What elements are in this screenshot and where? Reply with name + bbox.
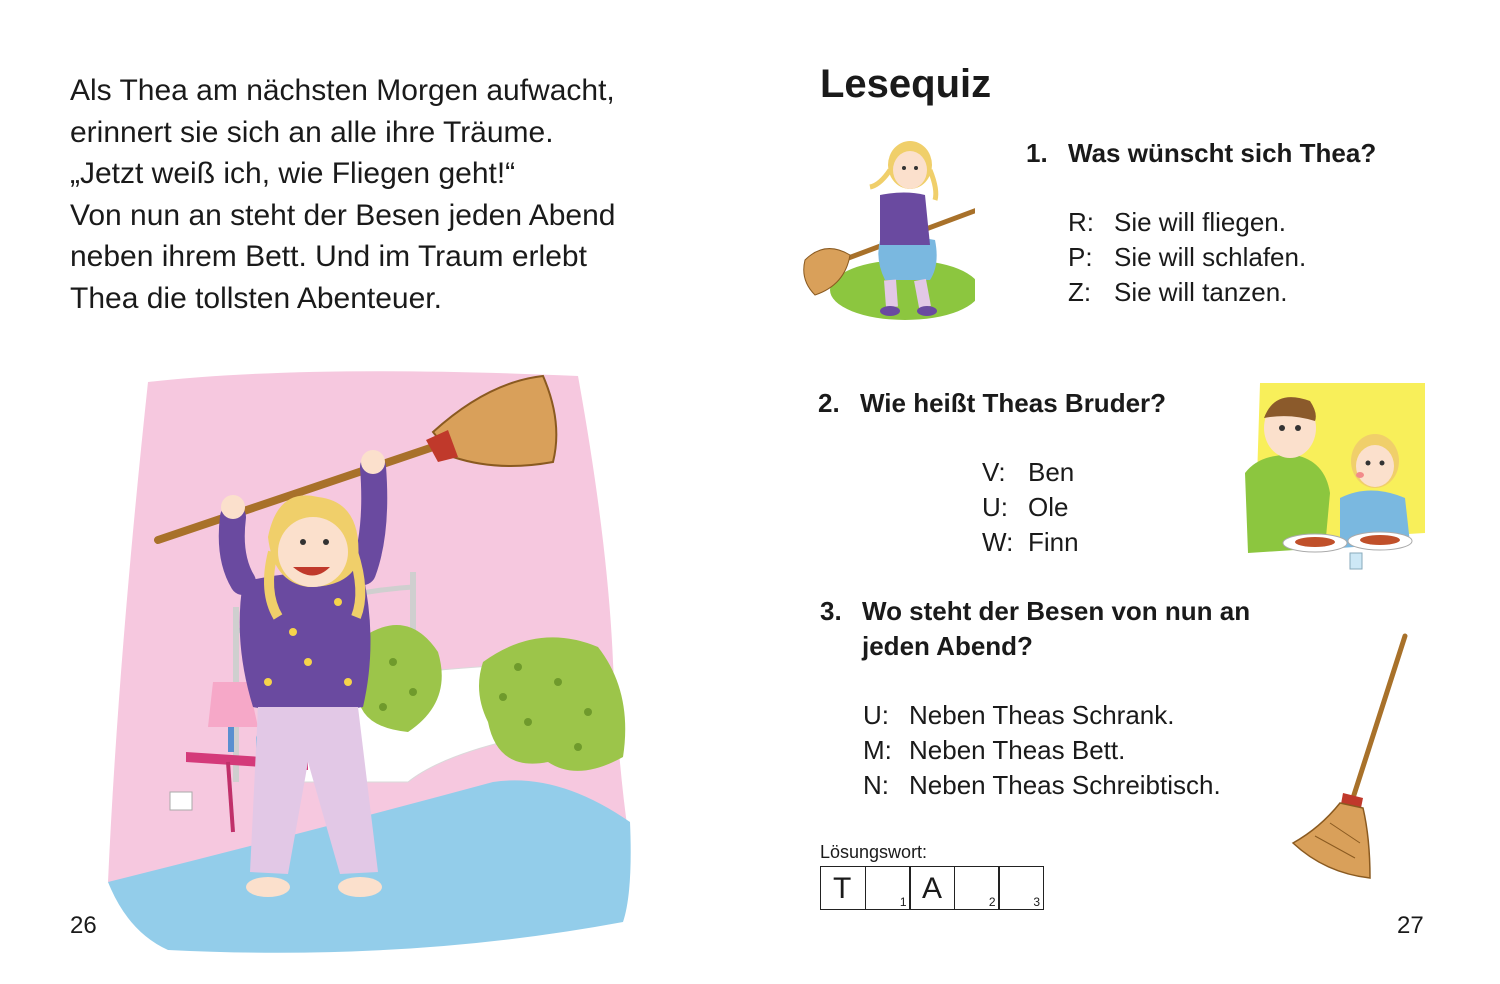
question-text: Was wünscht sich Thea?	[1068, 138, 1377, 168]
story-text	[70, 70, 615, 319]
answer-option	[982, 455, 1079, 490]
question-text: Wie heißt Theas Bruder?	[860, 388, 1167, 418]
solution-box[interactable]	[820, 866, 866, 910]
answer-option	[863, 698, 1221, 733]
story-line: „Jetzt weiß ich, wie Fliegen geht!“	[70, 157, 516, 190]
answer-option	[982, 525, 1079, 560]
page-number: 27	[1397, 912, 1424, 939]
girl-with-broom-illustration	[108, 362, 638, 957]
solution-index: 1	[899, 895, 907, 909]
answer-letter: U:	[982, 492, 1008, 522]
solution-box[interactable]	[909, 866, 955, 910]
answer-text: Ben	[1028, 457, 1075, 487]
answer-text: Sie will schlafen.	[1114, 242, 1307, 272]
answer-option	[863, 733, 1221, 768]
answer-text: Sie will tanzen.	[1114, 277, 1288, 307]
answer-option	[1068, 205, 1306, 240]
solution-letter: T	[833, 872, 852, 905]
answer-list-1	[1068, 205, 1306, 310]
question-number: 1.	[1026, 138, 1048, 168]
question-text: jeden Abend?	[862, 631, 1033, 661]
answer-option	[1068, 240, 1306, 275]
answer-list-2	[982, 455, 1079, 560]
answer-letter: R:	[1068, 207, 1094, 237]
girl-on-broom-illustration	[800, 135, 975, 325]
solution-box[interactable]	[998, 866, 1044, 910]
answer-option	[1068, 275, 1306, 310]
answer-letter: P:	[1068, 242, 1093, 272]
question-number: 2.	[818, 388, 840, 418]
solution-index: 2	[988, 895, 996, 909]
answer-text: Finn	[1028, 527, 1079, 557]
answer-letter: V:	[982, 457, 1006, 487]
answer-letter: M:	[863, 735, 892, 765]
answer-letter: Z:	[1068, 277, 1092, 307]
story-line: Als Thea am nächsten Morgen aufwacht,	[70, 74, 615, 107]
answer-letter: N:	[863, 770, 889, 800]
answer-text: Neben Theas Schreibtisch.	[909, 770, 1221, 800]
story-line: neben ihrem Bett. Und im Traum erlebt	[70, 240, 587, 273]
story-line: erinnert sie sich an alle ihre Träume.	[70, 115, 554, 149]
brother-and-thea-illustration	[1240, 383, 1425, 573]
solution-label: Lösungswort:	[820, 842, 928, 862]
story-line: Von nun an steht der Besen jeden Abend	[70, 198, 616, 232]
solution-index: 3	[1033, 895, 1040, 909]
answer-text: Neben Theas Schrank.	[909, 700, 1175, 730]
answer-list-3	[863, 698, 1221, 803]
broom-illustration	[1285, 628, 1415, 883]
page-number: 26	[70, 912, 97, 939]
solution-box[interactable]	[865, 866, 911, 910]
solution-letter: A	[922, 872, 943, 905]
right-page	[750, 0, 1500, 984]
answer-text: Sie will fliegen.	[1114, 207, 1286, 237]
answer-option	[863, 768, 1221, 803]
solution-box[interactable]	[954, 866, 1000, 910]
story-line: Thea die tollsten Abenteuer.	[70, 281, 442, 315]
answer-option	[982, 490, 1079, 525]
question-text: Wo steht der Besen von nun an	[862, 596, 1251, 626]
solution-boxes	[820, 866, 1044, 910]
quiz-title: Lesequiz	[820, 62, 992, 106]
answer-letter: U:	[863, 700, 889, 730]
question-number: 3.	[820, 596, 842, 626]
answer-text: Ole	[1028, 492, 1069, 522]
answer-text: Neben Theas Bett.	[909, 735, 1126, 765]
answer-letter: W:	[982, 527, 1014, 557]
